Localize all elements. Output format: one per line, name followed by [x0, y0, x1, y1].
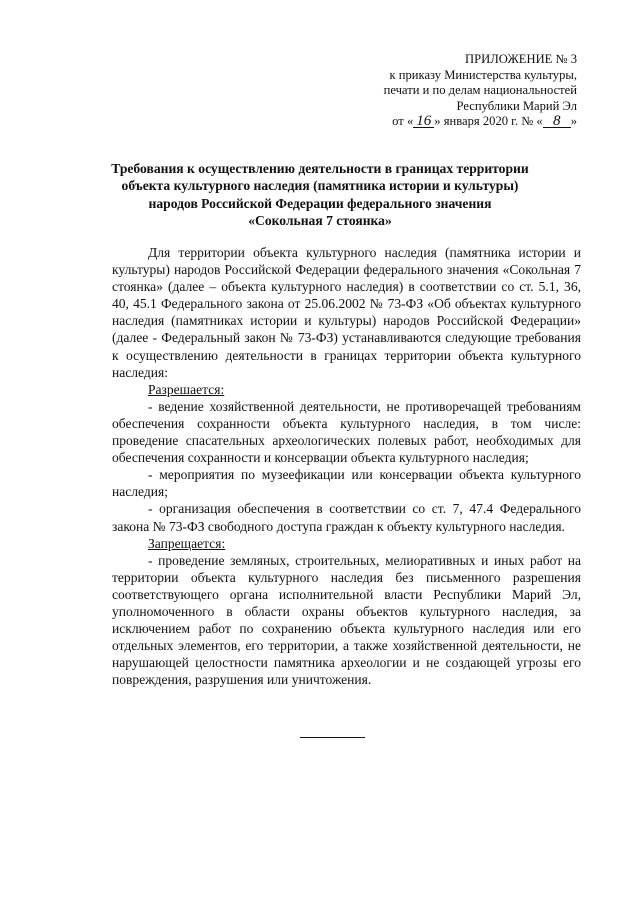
appendix-title: ПРИЛОЖЕНИЕ № 3	[465, 52, 577, 66]
date-middle: » января 2020 г. № «	[434, 114, 543, 129]
appendix-header	[372, 52, 577, 130]
allowed-item: - ведение хозяйственной деятельности, не противоречащей требованиям обеспечения сохранности объекта культурного наследия, в том числе: проведение спасательных археологических полевых работ, необходимых для обеспечения сохранности и консервации объекта культурного наследия;	[112, 398, 581, 466]
date-suffix: »	[570, 114, 577, 129]
appendix-line-2: печати и по делам национальностей	[383, 83, 577, 98]
allowed-item: - организация обеспечения в соответствии со ст. 7, 47.4 Федерального закона № 73-ФЗ свободного доступа граждан к объекту культурного наследия.	[112, 501, 581, 534]
title-line-1: Требования к осуществлению деятельности в границах территории	[111, 161, 529, 176]
closing-divider	[300, 737, 365, 738]
handwritten-day: 16	[413, 115, 434, 128]
appendix-date-line	[372, 114, 577, 130]
document-body	[112, 244, 581, 688]
appendix-line-3: Республики Марий Эл	[456, 98, 577, 113]
intro-paragraph: Для территории объекта культурного наследия (памятника истории и культуры) народов Российской Федерации федерального значения «Сокольная 7 стоянка» (далее – объекта культурного наследия) в соответствии со ст. 5.1, 36, 40, 45.1 Федерального закона от 25.06.2002 № 73-ФЗ «Об объектах культурного наследия (памятниках истории и культуры) народов Российской Федерации» (далее - Федеральный закон № 73-ФЗ) устанавливаются следующие требования к осуществлению деятельности в границах территории объекта культурного наследия:	[112, 245, 581, 380]
allowed-heading: Разрешается:	[148, 381, 225, 397]
forbidden-item: - проведение земляных, строительных, мелиоративных и иных работ на территории объекта культурного наследия без письменного разрешения соответствующего органа исполнительной власти Республики Марий Эл, уполномоченного в области охраны объектов культурного наследия, за исключением работ по сохранению объекта культурного наследия или его отдельных элементов, его территории, а также хозяйственной деятельности, не нарушающей целостности памятника археологии и не создающей угрозы его повреждения, разрушения или уничтожения.	[112, 552, 581, 688]
forbidden-heading: Запрещается:	[148, 535, 226, 551]
date-prefix: от «	[392, 114, 414, 129]
document-title	[100, 160, 540, 230]
title-line-3: народов Российской Федерации федерального значения	[148, 195, 492, 211]
appendix-line-1: к приказу Министерства культуры,	[389, 67, 577, 82]
title-line-4: «Сокольная 7 стоянка»	[248, 213, 392, 229]
title-line-2: объекта культурного наследия (памятника истории и культуры)	[121, 178, 519, 194]
handwritten-number: 8	[543, 115, 571, 128]
allowed-item: - мероприятия по музеефикации или консервации объекта культурного наследия;	[112, 467, 581, 500]
